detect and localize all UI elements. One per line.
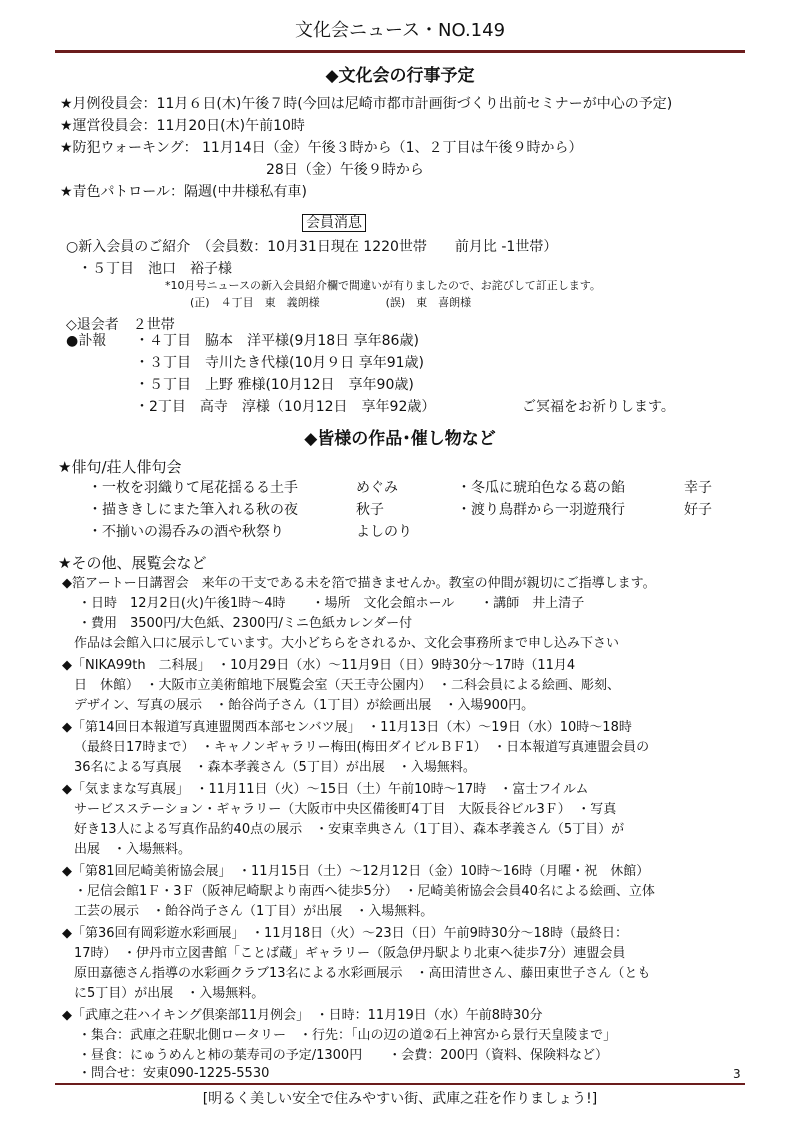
header-rule <box>55 50 745 53</box>
others-title: ★その他、展覧会など <box>58 554 207 572</box>
obituary-item: ・３丁目 寺川たき代様(10月９日 享年91歳) <box>135 355 425 371</box>
schedule-line: ★月例役員会：11月６日(木)午後７時(今回は尼崎市都市計画街づくり出前セミナーが中心の予定) <box>60 96 673 112</box>
new-members-line: ○新入会員のご紹介 （会員数：10月31日現在 1220世帯 前月比 -1世帯） <box>66 239 558 255</box>
haiku-text: ・渡り鳥群から一羽遊飛行 <box>457 502 625 518</box>
event-line: に5丁目）が出展 ・入場無料。 <box>74 986 265 1001</box>
correction-detail: (正) ４丁目 東 義朗様 (誤) 東 喜朗様 <box>190 296 472 309</box>
haiku-author: 秋子 <box>356 502 384 518</box>
haiku-text: ・描ききしにまた筆入れる秋の夜 <box>88 502 298 518</box>
event-line: ・昼食：にゅうめんと柿の葉寿司の予定/1300円 ・会費：200円（資料、保険料など） <box>78 1048 609 1063</box>
event-line: 36名による写真展 ・森本孝義さん（5丁目）が出展 ・入場無料。 <box>74 760 476 775</box>
withdrawn-line: ◇退会者 ２世帯 <box>66 317 175 333</box>
event-line: ・集合：武庫之荘駅北側ロータリー ・行先：「山の辺の道②石上神宮から景行天皇陵まで」 <box>78 1028 617 1043</box>
obituary-item: ・５丁目 上野 雅様(10月12日 享年90歳) <box>135 377 414 393</box>
works-heading: ◆皆様の作品･催し物など <box>304 429 496 449</box>
condolence-text: ご冥福をお祈りします。 <box>522 399 675 415</box>
event-line: 日 休館） ・大阪市立美術館地下展覧会室（天王寺公園内） ・二科会員による絵画、彫刻、 <box>74 678 621 693</box>
haiku-author: 幸子 <box>684 480 712 496</box>
event-line: ◆「気ままな写真展」 ・11月11日（火）～15日（土）午前10時～17時 ・富士フイルム <box>62 782 589 797</box>
haiku-title: ★俳句/荘人俳句会 <box>58 458 182 476</box>
haiku-text: ・冬瓜に琥珀色なる葛の餡 <box>457 480 625 496</box>
obituary-item: ・４丁目 脇本 洋平様(9月18日 享年86歳) <box>135 333 419 349</box>
event-line: ◆「第36回有岡彩遊水彩画展」 ・11月18日（火）～23日（日）午前9時30分～18時（最終日： <box>62 926 629 941</box>
event-line: ◆「第14回日本報道写真連盟関西本部センバツ展」 ・11月13日（木）～19日（水）10時～18時 <box>62 720 632 735</box>
page-title: 文化会ニュース・NO.149 <box>294 20 506 41</box>
obituary-item: ・2丁目 高寺 淳様（10月12日 享年92歳） <box>135 399 436 415</box>
schedule-line: ★青色パトロール：隔週(中井様私有車) <box>60 184 307 200</box>
event-line: ・費用 3500円/大色紙、2300円/ミニ色紙カレンダー付 <box>78 616 413 631</box>
event-line: 原田嘉徳さん指導の水彩画クラブ13名による水彩画展示 ・高田清世さん、藤田東世子さん（とも <box>74 966 651 981</box>
event-line: ◆「NIKA99th 二科展」 ・10月29日（水）～11月9日（日）9時30分～17時（11月4 <box>62 658 576 673</box>
event-line: デザイン、写真の展示 ・飴谷尚子さん（1丁目）が絵画出展 ・入場900円。 <box>74 698 535 713</box>
schedule-heading: ◆文化会の行事予定 <box>325 66 475 86</box>
haiku-author: 好子 <box>684 502 712 518</box>
event-line: （最終日17時まで） ・キャノンギャラリー梅田(梅田ダイビルＢＦ1） ・日本報道写真連盟会員の <box>74 740 650 755</box>
new-member-name: ・５丁目 池口 裕子様 <box>78 261 232 277</box>
haiku-text: ・一枚を羽織りて尾花揺るる土手 <box>88 480 298 496</box>
event-line: ◆「武庫之荘ハイキング倶楽部11月例会」 ・日時：11月19日（水）午前8時30分 <box>62 1008 543 1023</box>
haiku-author: よしのり <box>356 524 412 540</box>
event-line: 好き13人による写真作品約40点の展示 ・安東幸典さん（1丁目）、森本孝義さん（5丁目）が <box>74 822 625 837</box>
event-line: ◆箔アートー日講習会 来年の干支である未を箔で描きませんか。教室の仲間が親切にご指導します。 <box>62 576 656 591</box>
haiku-text: ・不揃いの湯呑みの酒や秋祭り <box>88 524 284 540</box>
event-line: サービスステーション・ギャラリー（大阪市中央区備後町4丁目 大阪長谷ビル3Ｆ） ・写真 <box>74 802 617 817</box>
event-line: 17時） ・伊丹市立図書館「ことば蔵」ギャラリー（阪急伊丹駅より北東へ徒歩7分）連盟会員 <box>74 946 626 961</box>
members-box-label: 会員消息 <box>302 214 366 232</box>
event-line: 出展 ・入場無料。 <box>74 842 192 857</box>
footer-rule <box>55 1083 745 1085</box>
schedule-line: ★防犯ウォーキング： 11月14日（金）午後３時から（1、２丁目は午後９時から） <box>60 140 583 156</box>
footer-slogan: [明るく美しい安全で住みやすい街、武庫之荘を作りましょう!] <box>202 1091 598 1107</box>
page-number: 3 <box>733 1067 741 1081</box>
event-line: 作品は会館入口に展示しています。大小どちらをされるか、文化会事務所まで申し込み下さい <box>74 636 619 651</box>
event-line: ・日時 12月2日(火)午後1時～4時 ・場所 文化会館ホール ・講師 井上清子 <box>78 596 585 611</box>
haiku-author: めぐみ <box>356 480 398 496</box>
schedule-line: 28日（金）午後９時から <box>266 162 424 178</box>
correction-note: *10月号ニュースの新入会員紹介欄で間違いが有りましたので、お詫びして訂正します。 <box>165 279 601 292</box>
schedule-line: ★運営役員会：11月20日(木)午前10時 <box>60 118 305 134</box>
event-line: ◆「第81回尼崎美術協会展」 ・11月15日（土）～12月12日（金）10時～16時（月曜・祝 休館） <box>62 864 650 879</box>
event-line: ・尼信会館1Ｆ・3Ｆ（阪神尼崎駅より南西へ徒歩5分） ・尼崎美術協会会員40名による絵画、立体 <box>74 884 655 899</box>
obituary-label: ●訃報 <box>66 333 107 349</box>
event-line: 工芸の展示 ・飴谷尚子さん（1丁目）が出展 ・入場無料。 <box>74 904 434 919</box>
event-line: ・問合せ：安東090-1225-5530 <box>78 1066 270 1081</box>
